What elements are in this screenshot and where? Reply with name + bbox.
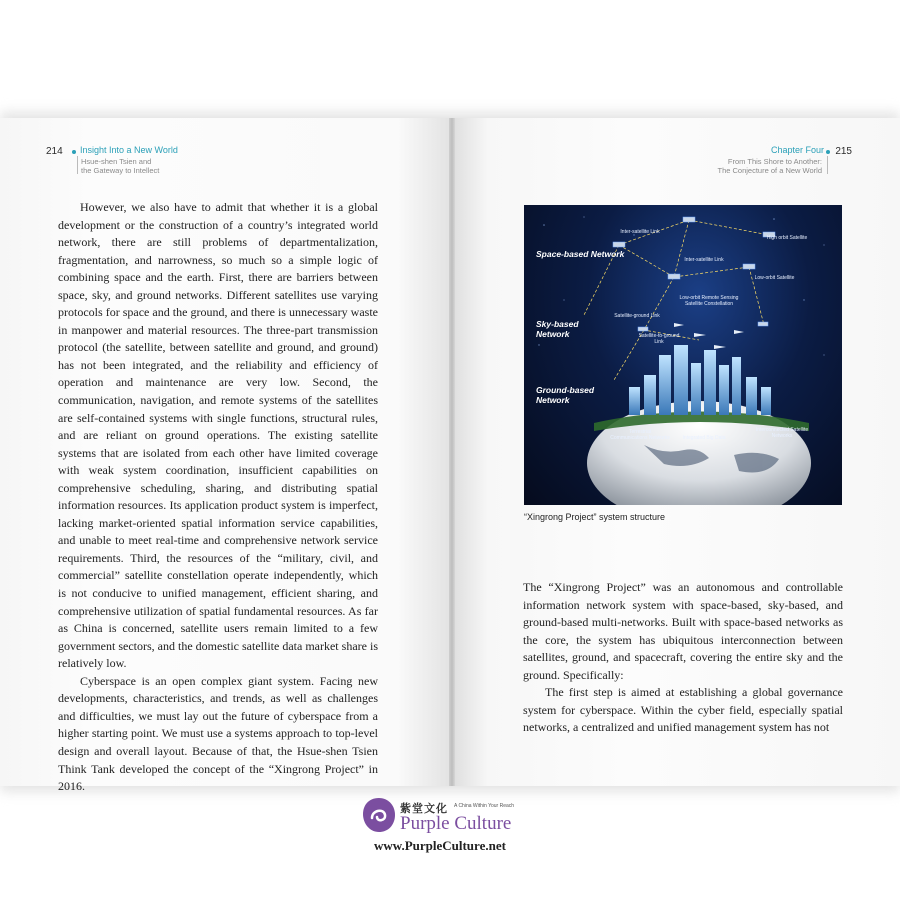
book-gutter [449, 118, 455, 786]
right-header-rule [827, 156, 828, 174]
space-based-network-label: Space-based Network [536, 249, 625, 259]
left-header-dot [72, 150, 76, 154]
terrestrial-networks-label: Terrestrial Communications Networks [610, 429, 670, 441]
left-running-subtitle-line2: the Gateway to Intellect [81, 166, 160, 175]
satellite-to-ground-link-label: Satellite-to-ground Link [638, 333, 680, 345]
sky-based-network-label: Sky-based Network [536, 319, 579, 339]
right-paragraph-2: The first step is aimed at establishing a global governance system for cyberspace. Within the cyber field, especially spatial networks, a centralized and unified management system has not [523, 685, 843, 735]
purple-culture-watermark [362, 796, 542, 856]
left-running-subtitle-line1: Hsue-shen Tsien and [81, 157, 152, 166]
right-running-subtitle-line1: From This Shore to Another: [727, 157, 822, 166]
left-running-title: Insight Into a New World [80, 145, 178, 155]
inter-satellite-link-label-2: Inter-satellite Link [684, 257, 724, 263]
logo-name: Purple Culture [400, 813, 512, 834]
integrated-big-data-label: Integrated Big Data [682, 435, 726, 441]
figure-caption: “Xingrong Project” system structure [524, 512, 666, 522]
right-header-dot [826, 150, 830, 154]
logo-tagline: A China Within Your Reach [454, 803, 515, 809]
xingrong-system-figure [524, 205, 842, 505]
right-running-title: Chapter Four [770, 145, 824, 155]
high-orbit-satellite-label: High orbit Satellite [766, 235, 808, 241]
purple-culture-logo-icon [362, 796, 396, 834]
left-header-rule [77, 156, 78, 174]
low-orbit-satellite-label: Low-orbit Satellite [754, 275, 795, 281]
remote-sensing-constellation-label: Low-orbit Remote Sensing Satellite Constellation [679, 295, 739, 307]
logo-chinese-text: 紫堂文化 [400, 803, 448, 815]
logo-url: www.PurpleCulture.net [374, 838, 506, 853]
left-paragraph-1: However, we also have to admit that whether it is a global development or the construction of a country’s integrated world network, there are still problems of departmentalization, fragmentation, and narrowness, so much so a simple logic of combining space and the earth. First, there are barriers between space, sky, and ground networks. Different satellites use varying protocols for space and the ground, and there is unnecessary waste in manpower and material resources. The three-part transmission protocol (the satellite, between satellite and ground, and ground) has not been integrated, and the reliability and efficiency of operation and maintenance are very low. Second, the communication, navigation, and remote systems of the satellites are self-contained systems with single functions, structural rules, and are reliant on ground operations. The existing satellite systems that are isolated from each other have limited coverage with weak system coordination, insufficient capabilities on comprehensive scheduling, sharing, and distributing spatial information resources. Its application product system is imperfect, lacking market-oriented spatial information service capabilities, and unable to meet real-time and comprehensive network service requirements. Third, the resources of the “military, civil, and commercial” satellite constellation operate independently, which is not conducive to unified management, efficient sharing, and comprehensive utilization of spatial fundamental resources. As far as China is concerned, satellite users remain limited to a few government sectors, and the domestic satellite data market share is relatively low. [58, 200, 378, 671]
right-paragraph-1: The “Xingrong Project” was an autonomous and controllable information network system with space-based, sky-based, and ground-based multi-networks. Built with space-based networks as the core, the system has ubiquitous interconnection between satellites, ground, and spacecraft, covering the entire sky and the ground. Specifically: [523, 580, 843, 682]
interconnected-networks-label: Interconnected Satellite Networks [755, 427, 809, 439]
satellite-ground-link-label: Satellite-ground Link [614, 313, 660, 319]
inter-satellite-link-label-1: Inter-satellite Link [620, 229, 660, 235]
city-skyline [629, 345, 771, 415]
left-paragraph-2: Cyberspace is an open complex giant system. Facing new developments, characteristics, and trends, as well as challenges and difficulties, we must lay out the future of cyberspace from a higher starting point. We must use a systems approach to top-level design and overall layout. Because of that, the Hsue-shen Tsien Think Tank developed the concept of the “Xingrong Project” in 2016. [58, 673, 378, 794]
right-running-subtitle-line2: The Conjecture of a New World [717, 166, 822, 175]
ground-based-network-label: Ground-based Network [536, 385, 595, 405]
left-page [0, 118, 452, 794]
right-page-number: 215 [835, 146, 852, 157]
left-page-number: 214 [46, 146, 63, 157]
left-body-text [58, 199, 378, 796]
right-body-text [523, 579, 843, 737]
